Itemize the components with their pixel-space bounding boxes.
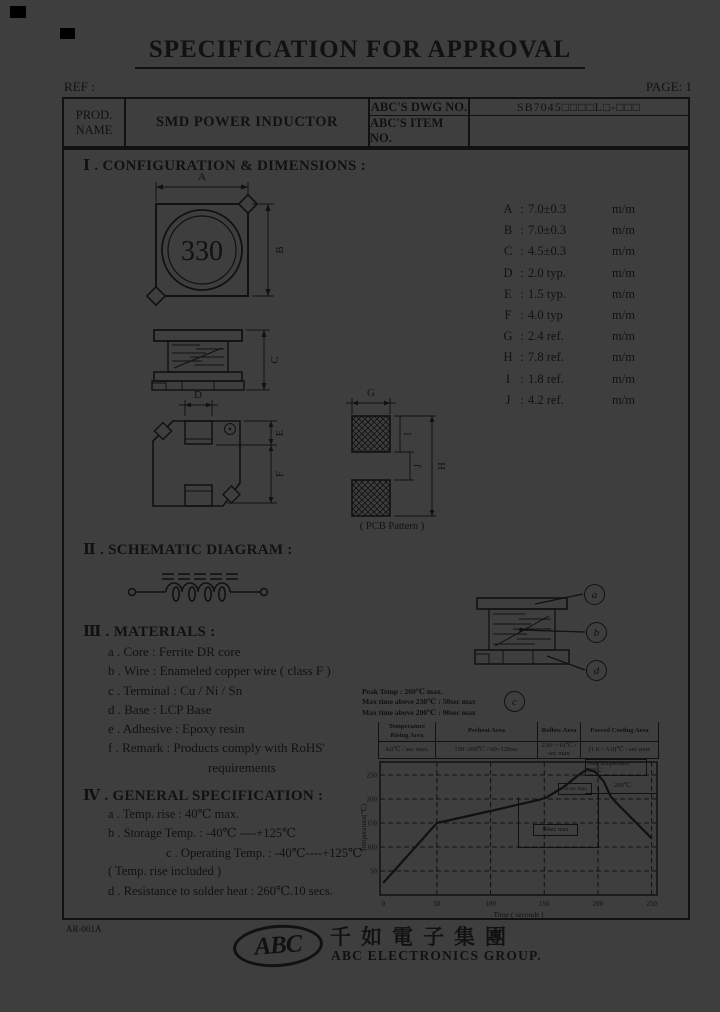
pcb-pad xyxy=(352,480,390,516)
dim-label-h: H xyxy=(437,462,448,470)
general-spec-item: ( Temp. rise included ) xyxy=(108,863,222,878)
reflow-table-header-cell: Forced Cooling Area xyxy=(590,727,649,735)
pcb-pattern-drawing xyxy=(338,386,448,538)
materials-list xyxy=(108,644,378,779)
general-spec-item: d . Resistance to solder heat : 260℃.10 secs. xyxy=(108,884,333,899)
dim-label-e: E xyxy=(275,429,286,437)
dimension-row xyxy=(500,284,670,305)
general-spec-item: c . Operating Temp. : -40℃----+125℃ xyxy=(166,845,363,860)
corner-notch xyxy=(147,287,165,305)
abc-logo xyxy=(232,922,325,970)
dimension-key: C xyxy=(503,244,513,259)
dim-label-d: D xyxy=(194,389,202,401)
dimension-unit: m/m xyxy=(612,286,635,301)
svg-text:250: 250 xyxy=(646,900,657,908)
reflow-table-value-cell: 4.0℃ / sec max. xyxy=(379,742,436,758)
dwg-no-value: SB7045□□□□L□-□□□ xyxy=(470,99,688,116)
svg-text:200: 200 xyxy=(592,900,604,908)
bottom-view-drawing xyxy=(145,388,345,520)
abc-logo-text: ABC xyxy=(253,930,303,961)
svg-text:50: 50 xyxy=(433,900,441,908)
callout-d: d xyxy=(586,660,607,681)
dimension-row xyxy=(500,241,670,262)
reflow-note: Peak Temp : 260℃ max. xyxy=(362,687,443,696)
inductance-marking: 330 xyxy=(181,236,223,267)
dimension-unit: m/m xyxy=(612,308,635,323)
reflow-table-header-cell: Reflow Area xyxy=(538,722,581,741)
dimension-key: G xyxy=(503,329,513,344)
dimension-separator: : xyxy=(520,329,524,344)
dimension-key: J xyxy=(505,392,511,407)
corner-notch xyxy=(223,486,240,503)
svg-text:Time ( seconds ): Time ( seconds ) xyxy=(493,910,544,919)
cooling-temp-leader-line xyxy=(585,793,657,794)
general-spec-item: b . Storage Temp. : -40℃ ----+125℃ xyxy=(108,826,297,841)
callout-a: a xyxy=(584,584,605,605)
dimension-unit: m/m xyxy=(612,329,635,344)
pcb-pattern-caption: ( PCB Pattern ) xyxy=(359,521,425,532)
cooling-temp-annotation: 200℃ xyxy=(614,782,632,789)
section-3-heading: Ⅲ . MATERIALS : xyxy=(83,624,216,640)
prod-name-label: PROD. NAME xyxy=(64,99,126,146)
reflow-note: Max time above 230℃ : 50sec max xyxy=(362,697,476,707)
svg-text:150: 150 xyxy=(366,819,377,828)
dimension-separator: : xyxy=(520,223,524,238)
general-spec-list xyxy=(108,806,398,902)
dimension-row xyxy=(500,263,670,284)
dimension-value: 1.5 typ. xyxy=(528,286,566,301)
svg-text:150: 150 xyxy=(539,900,550,908)
dimension-separator: : xyxy=(520,286,524,301)
reflow-table-value-cell: 150~200℃ / 60~120sec xyxy=(436,742,538,758)
header-table xyxy=(62,97,690,148)
materials-item: f . Remark : Products comply with RoHS' xyxy=(108,740,325,756)
svg-text:100: 100 xyxy=(366,843,377,852)
dimension-separator: : xyxy=(520,350,524,365)
dimension-key: E xyxy=(504,286,512,301)
dimension-key: H xyxy=(503,350,513,365)
svg-text:200: 200 xyxy=(366,795,377,804)
dimension-table xyxy=(500,199,670,411)
dimension-value: 7.0±0.3 xyxy=(528,202,567,217)
scan-artifact xyxy=(10,6,26,18)
materials-item: d . Base : LCP Base xyxy=(108,701,212,717)
side-view-drawing xyxy=(140,324,310,396)
dim-label-b: B xyxy=(274,246,286,254)
dimension-row xyxy=(500,305,670,326)
dimension-value: 1.8 ref. xyxy=(528,371,564,386)
dimension-separator: : xyxy=(520,371,524,386)
svg-text:50: 50 xyxy=(370,867,377,876)
dimension-key: B xyxy=(503,223,513,238)
dimension-row xyxy=(500,369,670,390)
callout-b: b xyxy=(586,622,607,643)
callout-c: c xyxy=(504,691,525,712)
svg-text:0: 0 xyxy=(381,900,385,908)
item-no-value xyxy=(470,116,688,146)
dim-label-a: A xyxy=(198,171,206,183)
terminal-pad xyxy=(185,421,212,444)
document-title-block xyxy=(0,36,720,69)
reflow-table-value-cell: 230~+10℃ / sec max xyxy=(538,742,581,758)
page-number: PAGE: 1 xyxy=(645,79,692,94)
section-2-heading: Ⅱ . SCHEMATIC DIAGRAM : xyxy=(83,542,293,558)
dimension-unit: m/m xyxy=(612,265,635,280)
dimension-value: 4.0 typ xyxy=(528,308,563,323)
reflow-notes xyxy=(362,687,522,718)
document-title: SPECIFICATION FOR APPROVAL xyxy=(135,36,585,69)
reflow-profile-chart xyxy=(355,751,667,929)
dim-label-j: J xyxy=(413,464,424,468)
dimension-separator: : xyxy=(520,202,524,217)
item-no-label: ABC'S ITEM NO. xyxy=(370,116,470,146)
company-name-english: ABC ELECTRONICS GROUP. xyxy=(331,948,542,963)
dimension-key: F xyxy=(504,308,512,323)
dimension-value: 7.0±0.3 xyxy=(528,223,567,238)
dimension-unit: m/m xyxy=(612,223,635,238)
form-number: AR-001A xyxy=(66,924,102,934)
ref-label: REF : xyxy=(64,79,95,94)
peak-temperature-annotation: Peak Temperature. 260℃ xyxy=(585,759,647,776)
dimension-value: 4.5±0.3 xyxy=(528,244,567,259)
dimension-row xyxy=(500,199,670,220)
dimension-row xyxy=(500,347,670,368)
company-name-chinese: 千如電子集團 xyxy=(330,925,516,949)
dim-label-g: G xyxy=(367,387,375,399)
materials-item: requirements xyxy=(208,759,276,775)
materials-item: b . Wire : Enameled copper wire ( class F ) xyxy=(108,663,331,679)
dimension-unit: m/m xyxy=(612,244,635,259)
dimension-key: I xyxy=(505,371,511,386)
dimension-key: D xyxy=(503,265,513,280)
product-name: SMD POWER INDUCTOR xyxy=(126,99,370,146)
materials-item: e . Adhesive : Epoxy resin xyxy=(108,721,245,737)
dimension-row xyxy=(500,220,670,241)
bracket-line xyxy=(598,786,599,848)
dimension-value: 2.4 ref. xyxy=(528,329,564,344)
dim-label-c: C xyxy=(269,356,281,364)
section-4-heading: Ⅳ . GENERAL SPECIFICATION : xyxy=(83,788,324,804)
reflow-table-value-cell: (1.0 ~ 5.0)℃ / sec max xyxy=(588,745,651,753)
dimension-value: 4.2 ref. xyxy=(528,392,564,407)
bracket-line xyxy=(518,847,599,848)
reflow-table-header-cell: Preheat Area xyxy=(436,722,538,741)
schematic-inductor-symbol xyxy=(118,558,288,606)
dimension-value: 2.0 typ. xyxy=(528,265,566,280)
materials-item: c . Terminal : Cu / Ni / Sn xyxy=(108,682,243,698)
dimension-separator: : xyxy=(520,308,524,323)
bracket-line xyxy=(518,797,519,848)
dimension-key: A xyxy=(503,202,513,217)
dimension-unit: m/m xyxy=(612,350,635,365)
reflow-note: Max time above 200℃ : 90sec max xyxy=(362,707,476,717)
dimension-value: 7.8 ref. xyxy=(528,350,564,365)
section-1-heading: Ⅰ . CONFIGURATION & DIMENSIONS : xyxy=(83,158,367,174)
reflow-table-header-row xyxy=(379,722,658,742)
dimension-row xyxy=(500,326,670,347)
svg-text:250: 250 xyxy=(366,771,377,780)
dimension-separator: : xyxy=(520,244,524,259)
svg-text:Temperature(℃): Temperature(℃) xyxy=(360,804,368,852)
dwg-no-label: ABC'S DWG NO. xyxy=(370,99,470,116)
dimension-unit: m/m xyxy=(612,392,635,407)
dimension-unit: m/m xyxy=(612,371,635,386)
dim-label-i: I xyxy=(403,432,414,436)
terminal-pad xyxy=(185,485,212,506)
time-above-230-annotation: 50 sec max xyxy=(558,783,592,795)
dimension-separator: : xyxy=(520,265,524,280)
reflow-table-header-cell: Temperature Rising Area xyxy=(379,722,436,741)
dim-label-f: F xyxy=(275,471,286,477)
time-above-200-annotation: 90sec max xyxy=(533,824,578,836)
general-spec-item: a . Temp. rise : 40℃ max. xyxy=(108,807,240,821)
svg-text:100: 100 xyxy=(485,900,496,908)
top-view-drawing xyxy=(140,168,310,318)
dimension-unit: m/m xyxy=(612,202,635,217)
dimension-separator: : xyxy=(520,392,524,407)
materials-item: a . Core : Ferrite DR core xyxy=(108,644,241,659)
pcb-pad xyxy=(352,416,390,452)
dimension-row xyxy=(500,390,670,411)
